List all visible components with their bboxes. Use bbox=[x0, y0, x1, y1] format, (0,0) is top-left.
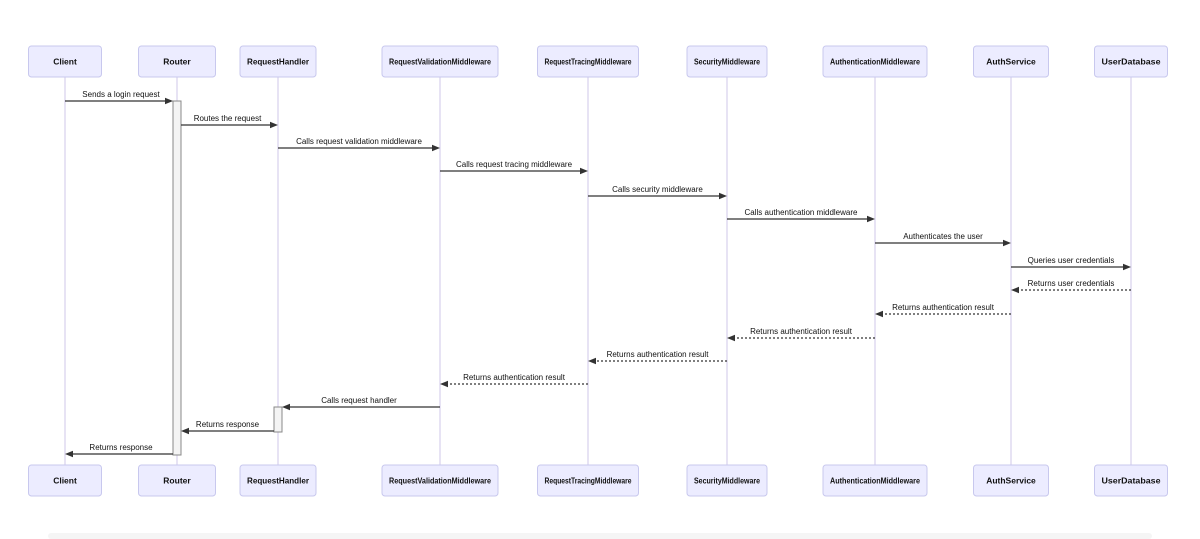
message-label-2: Calls request validation middleware bbox=[296, 137, 422, 146]
message-label-6: Authenticates the user bbox=[903, 232, 983, 241]
actor-label-bottom-client: Client bbox=[53, 475, 77, 486]
actor-label-bottom-authentication-middleware: AuthenticationMiddleware bbox=[830, 475, 921, 486]
message-arrowhead-2 bbox=[432, 145, 440, 151]
message-arrowhead-12 bbox=[440, 381, 448, 387]
message-arrowhead-5 bbox=[867, 216, 875, 222]
actor-label-bottom-request-handler: RequestHandler bbox=[247, 475, 310, 486]
actor-label-top-user-database: UserDatabase bbox=[1101, 56, 1161, 67]
message-label-13: Calls request handler bbox=[321, 396, 397, 405]
actor-label-top-request-validation-middleware: RequestValidationMiddleware bbox=[389, 56, 492, 67]
actor-label-top-auth-service: AuthService bbox=[986, 56, 1036, 67]
actor-label-bottom-security-middleware: SecurityMiddleware bbox=[694, 475, 761, 486]
message-label-10: Returns authentication result bbox=[750, 327, 852, 336]
message-label-0: Sends a login request bbox=[82, 90, 160, 99]
message-arrowhead-3 bbox=[580, 168, 588, 174]
actor-label-top-security-middleware: SecurityMiddleware bbox=[694, 56, 761, 67]
message-arrowhead-1 bbox=[270, 122, 278, 128]
actor-label-bottom-request-tracing-middleware: RequestTracingMiddleware bbox=[544, 475, 632, 486]
message-arrowhead-6 bbox=[1003, 240, 1011, 246]
actor-label-bottom-request-validation-middleware: RequestValidationMiddleware bbox=[389, 475, 492, 486]
message-arrowhead-0 bbox=[165, 98, 173, 104]
actor-label-top-request-tracing-middleware: RequestTracingMiddleware bbox=[544, 56, 632, 67]
actor-label-top-client: Client bbox=[53, 56, 77, 67]
actor-label-top-authentication-middleware: AuthenticationMiddleware bbox=[830, 56, 921, 67]
message-label-8: Returns user credentials bbox=[1027, 279, 1115, 288]
message-label-4: Calls security middleware bbox=[612, 185, 703, 194]
message-label-11: Returns authentication result bbox=[606, 350, 709, 359]
message-arrowhead-9 bbox=[875, 311, 883, 317]
message-arrowhead-14 bbox=[181, 428, 189, 434]
message-label-3: Calls request tracing middleware bbox=[455, 160, 573, 169]
actor-label-top-request-handler: RequestHandler bbox=[247, 56, 310, 67]
message-arrowhead-13 bbox=[282, 404, 290, 410]
actor-label-bottom-auth-service: AuthService bbox=[986, 475, 1036, 486]
actor-label-bottom-user-database: UserDatabase bbox=[1101, 475, 1161, 486]
message-label-5: Calls authentication middleware bbox=[744, 208, 858, 217]
message-arrowhead-8 bbox=[1011, 287, 1019, 293]
bottom-shadow bbox=[48, 533, 1152, 539]
message-arrowhead-4 bbox=[719, 193, 727, 199]
message-label-7: Queries user credentials bbox=[1027, 256, 1115, 265]
message-label-9: Returns authentication result bbox=[892, 303, 994, 312]
activation-bar-router bbox=[173, 101, 181, 455]
message-label-14: Returns response bbox=[195, 420, 260, 429]
activation-bar-request-handler bbox=[274, 407, 282, 432]
message-arrowhead-7 bbox=[1123, 264, 1131, 270]
message-label-1: Routes the request bbox=[193, 114, 262, 123]
actor-label-bottom-router: Router bbox=[163, 475, 191, 486]
message-label-12: Returns authentication result bbox=[463, 373, 565, 382]
message-arrowhead-11 bbox=[588, 358, 596, 364]
message-label-15: Returns response bbox=[89, 443, 153, 452]
message-arrowhead-10 bbox=[727, 335, 735, 341]
actor-label-top-router: Router bbox=[163, 56, 191, 67]
message-arrowhead-15 bbox=[65, 451, 73, 457]
